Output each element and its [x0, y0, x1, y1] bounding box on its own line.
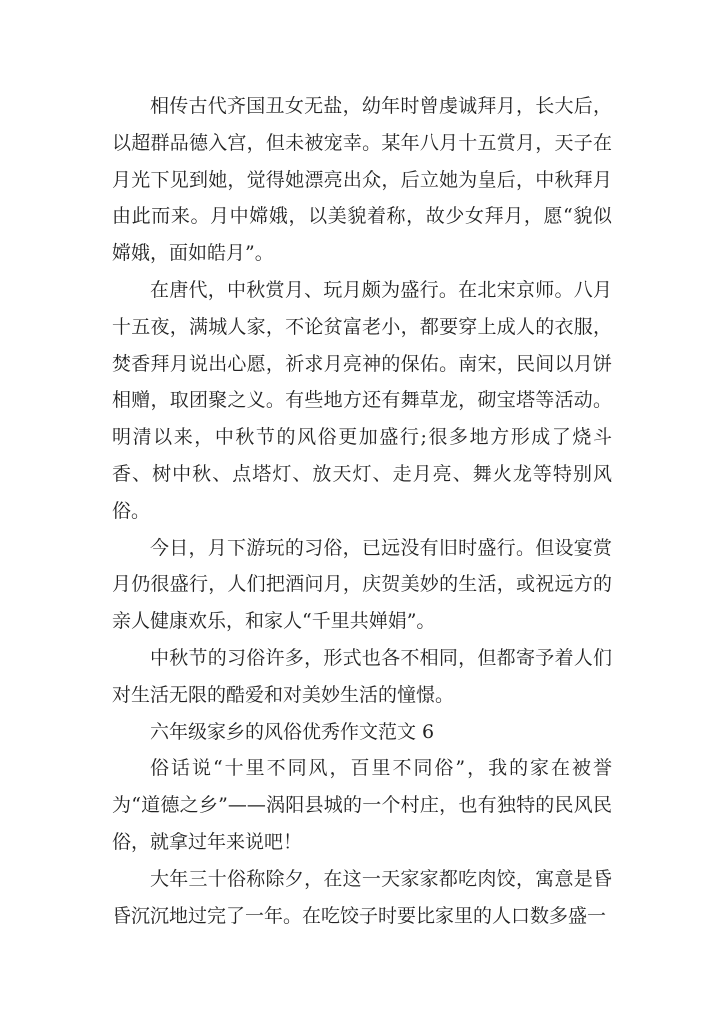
document-body	[112, 88, 612, 934]
paragraph-tang-song-customs: 在唐代，中秋赏月、玩月颇为盛行。在北宋京师。八月十五夜，满城人家，不论贫富老小，都要穿上成人的衣服，焚香拜月说出心愿，祈求月亮神的保佑。南宋，民间以月饼相赠，取团聚之义。有些地方还有舞草龙，砌宝塔等活动。明清以来，中秋节的风俗更加盛行;很多地方形成了烧斗香、树中秋、点塔灯、放天灯、走月亮、舞火龙等特别风俗。	[112, 278, 612, 522]
paragraph-legend-wuyan: 相传古代齐国丑女无盐，幼年时曾虔诚拜月，长大后，以超群品德入宫，但未被宠幸。某年八月十五赏月，天子在月光下见到她，觉得她漂亮出众，后立她为皇后，中秋拜月由此而来。月中嫦娥，以美貌着称，故少女拜月，愿“貌似嫦娥，面如皓月”。	[112, 95, 612, 265]
paragraph-summary: 中秋节的习俗许多，形式也各不相同，但都寄予着人们对生活无限的酷爱和对美妙生活的憧憬。	[112, 646, 612, 706]
essay-heading: 六年级家乡的风俗优秀作文范文 6	[150, 720, 435, 743]
paragraph-hometown-intro: 俗话说“十里不同风，百里不同俗”，我的家在被誉为“道德之乡”——涡阳县城的一个村庄，也有独特的民风民俗，就拿过年来说吧！	[112, 757, 612, 853]
paragraph-modern-customs: 今日，月下游玩的习俗，已远没有旧时盛行。但设宴赏月仍很盛行，人们把酒问月，庆贺美妙的生活，或祝远方的亲人健康欢乐，和家人“千里共婵娟”。	[112, 536, 612, 633]
paragraph-new-year-eve: 大年三十俗称除夕，在这一天家家都吃肉饺，寓意是昏昏沉沉地过完了一年。在吃饺子时要比家里的人口数多盛一	[112, 867, 612, 927]
